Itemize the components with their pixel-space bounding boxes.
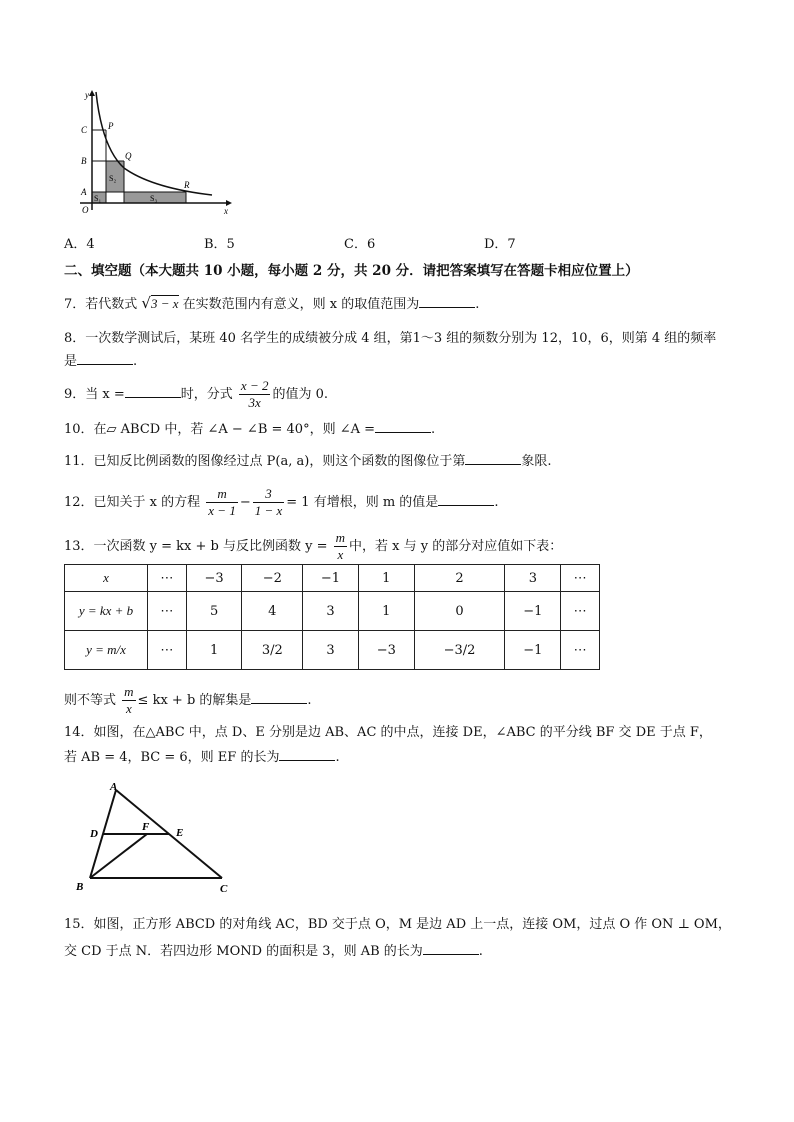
origin-label: O [82,205,89,215]
label-b: B [76,881,84,893]
table-cell: −1 [505,592,561,631]
q9-fraction [239,378,271,411]
label-d: D [90,828,98,840]
q15-end: . [478,944,483,959]
q10-end: . [431,422,436,437]
table-cell: 3 [505,565,561,592]
question-13-followup [64,684,312,717]
question-9 [64,378,328,411]
point-b-label: B [81,156,87,166]
table-cell: 0 [414,592,505,631]
table-cell: −1 [303,565,359,592]
q15-pre2: 交 CD 于点 N．若四边形 MOND 的面积是 3，则 AB 的长为 [64,944,423,959]
region-s1-label: S₁ [94,194,102,203]
option-d: D．7 [484,237,516,252]
question-7 [64,294,479,314]
question-11 [64,452,551,471]
label-a: A [110,781,118,793]
q13b-pre: 则不等式 [64,693,117,708]
q12-eq: = 1 有增根，则 m 的值是 [286,495,439,510]
q13-pre: 13．一次函数 y = kx + b 与反比例函数 y = [64,539,328,554]
table-cell: x [65,565,148,592]
answer-blank-13 [251,691,307,704]
table-cell: 3 [303,631,359,670]
question-13 [64,530,562,563]
q13-post: 中，若 x 与 y 的部分对应值如下表： [349,539,563,554]
table-cell: ⋯ [148,631,187,670]
answer-blank-15 [423,942,479,955]
table-cell: 3/2 [242,631,303,670]
table-cell: 5 [186,592,242,631]
q12-num1: m [206,486,238,503]
triangle-figure [72,778,242,898]
table-cell: 1 [358,565,414,592]
point-r-label: R [184,180,190,190]
label-e: E [176,827,184,839]
region-s2-label: S₂ [109,174,117,183]
section-heading: 二、填空题（本大题共 10 小题，每小题 2 分，共 20 分．请把答案填写在答题卡相应位置上） [64,263,639,279]
q8-end: . [133,354,138,369]
table-cell: −3/2 [414,631,505,670]
answer-blank-8 [77,352,133,365]
table-cell: ⋯ [148,592,187,631]
answer-blank-14 [279,748,335,761]
option-a: A．4 [64,237,95,252]
table-cell: ⋯ [561,565,600,592]
table-cell: 2 [414,565,505,592]
table-cell: −1 [505,631,561,670]
table-cell: −3 [186,565,242,592]
point-q-label: Q [125,151,132,161]
q12-end: . [494,495,499,510]
q13b-fraction [122,684,135,717]
q7-pre: 7．若代数式 [64,297,138,312]
question-14-line2 [64,748,340,767]
q12-den1: x − 1 [208,503,236,518]
q9-mid: 时，分式 [180,387,233,402]
point-a-label: A [81,187,87,197]
answer-blank-7 [419,295,475,308]
table-row [65,592,600,631]
table-cell: ⋯ [561,592,600,631]
label-c: C [220,883,228,895]
question-8-line2 [64,352,137,371]
q9-denominator: 3x [248,395,261,410]
table-row [65,565,600,592]
q13b-den: x [125,701,132,716]
question-14-line1: 14．如图，在△ABC 中，点 D、E 分别是边 AB、AC 的中点，连接 DE，∠ABC 的平分线 BF 交 DE 于点 F， [64,725,712,740]
question-8-line1: 8．一次数学测试后，某班 40 名学生的成绩被分成 4 组，第1～3 组的频数分别为 12，10，6，则第 4 组的频率 [64,331,717,346]
hyperbola-figure [72,88,242,220]
q12-num2: 3 [253,486,285,503]
question-12 [64,486,498,519]
q9-pre: 9．当 x = [64,387,125,402]
q13-den: x [337,547,344,562]
value-table [64,564,600,670]
q14-end: . [335,750,340,765]
point-p-label: P [108,121,114,131]
q13-num: m [335,530,346,545]
q12-fraction-2 [253,486,285,519]
answer-blank-11 [465,452,521,465]
q7-end: . [475,297,480,312]
q12-minus: − [239,495,251,510]
table-cell: y = kx + b [65,592,148,631]
q9-post: 的值为 0. [272,387,329,402]
table-cell: 1 [186,631,242,670]
q12-fraction-1 [206,486,238,519]
table-row [65,631,600,670]
q8-pre2: 是 [64,354,78,369]
answer-blank-12 [438,493,494,506]
table-cell: 1 [358,592,414,631]
q12-den2: 1 − x [254,503,283,518]
question-15-line2 [64,942,483,961]
y-axis-label: y [85,90,89,100]
table-cell: 3 [303,592,359,631]
table-cell: y = m/x [65,631,148,670]
q11-pre: 11．已知反比例函数的图像经过点 P(a, a)，则这个函数的图像位于第 [64,454,466,469]
q12-pre: 12．已知关于 x 的方程 [64,495,201,510]
q13b-end: . [307,693,312,708]
q13b-post: ≤ kx + b 的解集是 [137,693,252,708]
question-10 [64,420,435,439]
x-axis-label: x [224,206,228,216]
region-s3-label: S₃ [150,194,158,203]
q11-end: 象限. [521,454,552,469]
answer-blank-10 [375,420,431,433]
label-f: F [142,821,150,833]
q14-pre2: 若 AB = 4，BC = 6，则 EF 的长为 [64,750,280,765]
option-b: B．5 [204,237,235,252]
table-cell: 4 [242,592,303,631]
table-cell: ⋯ [148,565,187,592]
q13-fraction [334,530,347,563]
q7-radicand: 3 − x [150,296,179,311]
sqrt-sign: √ [141,294,151,312]
answer-blank-9 [125,385,181,398]
point-c-label: C [81,125,88,135]
question-15-line1: 15．如图，正方形 ABCD 的对角线 AC，BD 交于点 O，M 是边 AD 上一点，连接 OM，过点 O 作 ON ⊥ OM， [64,917,731,932]
q9-numerator: x − 2 [240,378,269,393]
q10-pre: 10．在▱ ABCD 中，若 ∠A − ∠B = 40°，则 ∠A = [64,422,376,437]
table-cell: −2 [242,565,303,592]
table-cell: ⋯ [561,631,600,670]
option-c: C．6 [344,237,376,252]
q13b-num: m [124,684,134,699]
table-cell: −3 [358,631,414,670]
q7-post: 在实数范围内有意义，则 x 的取值范围为 [182,297,420,312]
